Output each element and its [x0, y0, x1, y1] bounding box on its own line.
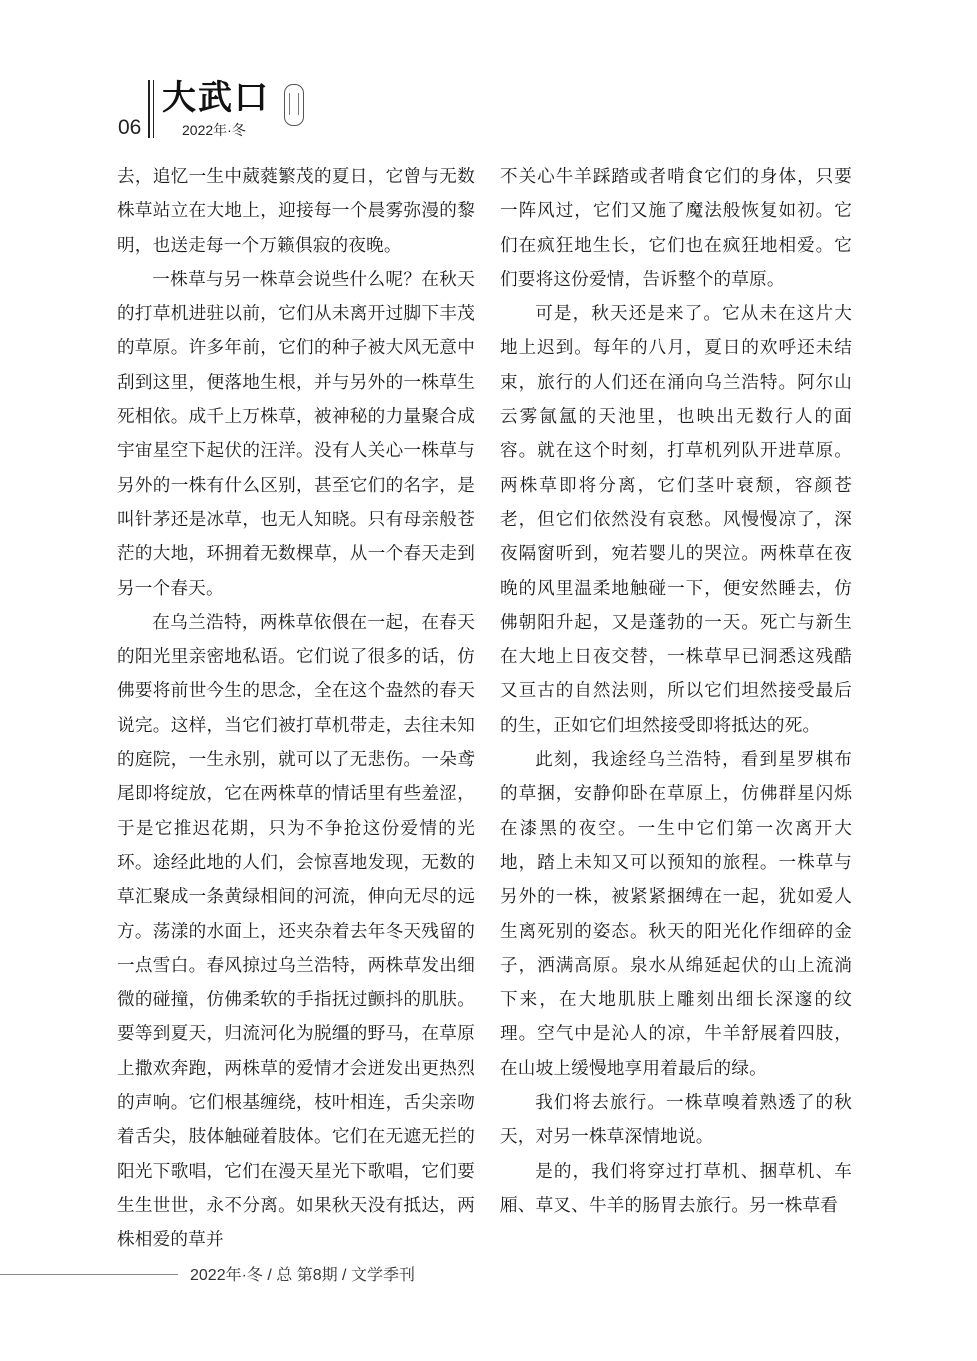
seal-icon: [284, 84, 304, 126]
paragraph: 不关心牛羊踩踏或者啃食它们的身体，只要一阵风过，它们又施了魔法般恢复如初。它们在疯狂地生长，它们也在疯狂地相爱。它们要将这份爱情，告诉整个的草原。: [500, 167, 852, 290]
paragraph: 此刻，我途经乌兰浩特，看到星罗棋布的草捆，安静仰卧在草原上，仿佛群星闪烁在漆黑的夜空。一生中它们第一次离开大地，踏上未知又可以预知的旅程。一株草与另外的一株，被紧紧捆缚在一起，犹如爱人生离死别的姿态。秋天的阳光化作细碎的金子，洒满高原。泉水从绵延起伏的山上流淌下来，在大地肌肤上雕刻出细长深邃的纹理。空气中是沁人的凉，牛羊舒展着四肢，在山坡上缓慢地享用着最后的绿。: [500, 750, 852, 1079]
paragraph: 去，追忆一生中葳蕤繁茂的夏日，它曾与无数株草站立在大地上，迎接每一个晨雾弥漫的黎明，也送走每一个万籁俱寂的夜晚。: [117, 167, 475, 256]
issue-label: 2022年·冬: [182, 122, 246, 138]
footer-rule: [0, 1274, 178, 1275]
page-number: 06: [118, 116, 142, 139]
paragraph: 一株草与另一株草会说些什么呢？在秋天的打草机进驻以前，它们从未离开过脚下丰茂的草原。许多年前，它们的种子被大风无意中刮到这里，便落地生根，并与另外的一株草生死相依。成千上万株草，被神秘的力量聚合成宇宙星空下起伏的汪洋。没有人关心一株草与另外的一株有什么区别，甚至它们的名字，是叫针茅还是冰草，也无人知晓。只有母亲般苍茫的大地，环拥着无数棵草，从一个春天走到另一个春天。: [117, 269, 475, 599]
paragraph: 可是，秋天还是来了。它从未在这片大地上迟到。每年的八月，夏日的欢呼还未结束，旅行的人们还在涌向乌兰浩特。阿尔山云雾氤氲的天池里，也映出无数行人的面容。就在这个时刻，打草机列队开进草原。两株草即将分离，它们茎叶衰颓，容颜苍老，但它们依然没有哀愁。风慢慢凉了，深夜隔窗听到，宛若婴儿的哭泣。两株草在夜晚的风里温柔地触碰一下，便安然睡去，仿佛朝阳升起，又是蓬勃的一天。死亡与新生在大地上日夜交替，一株草早已洞悉这残酷又亘古的自然法则，所以它们坦然接受最后的生，正如它们坦然接受即将抵达的死。: [500, 304, 852, 736]
header-divider: [148, 80, 154, 138]
footer-issue-info: 2022年·冬 / 总 第8期 / 文学季刊: [190, 1267, 415, 1284]
paragraph: 是的，我们将穿过打草机、捆草机、车厢、草叉、牛羊的肠胃去旅行。另一株草看: [500, 1161, 852, 1216]
paragraph: 我们将去旅行。一株草嗅着熟透了的秋天，对另一株草深情地说。: [500, 1093, 852, 1148]
paragraph: 在乌兰浩特，两株草依偎在一起，在春天的阳光里亲密地私语。它们说了很多的话，仿佛要将前世今生的思念，全在这个盎然的春天说完。这样，当它们被打草机带走，去往未知的庭院，一生永别，就可以了无悲伤。一朵鸢尾即将绽放，它在两株草的情话里有些羞涩，于是它推迟花期，只为不争抢这份爱情的光环。途经此地的人们，会惊喜地发现，无数的草汇聚成一条黄绿相间的河流，伸向无尽的远方。荡漾的水面上，还夹杂着去年冬天残留的一点雪白。春风掠过乌兰浩特，两株草发出细微的碰撞，仿佛柔软的手指抚过颤抖的肌肤。要等到夏天，归流河化为脱缰的野马，在草原上撒欢奔跑，两株草的爱情才会迸发出更热烈的声响。它们根基缠绕，枝叶相连，舌尖亲吻着舌尖，肢体触碰着肢体。它们在无遮无拦的阳光下歌唱，它们在漫天星光下歌唱，它们要生生世世，永不分离。如果秋天没有抵达，两株相爱的草并: [117, 612, 475, 1251]
left-column: [117, 160, 475, 1258]
page-header: [118, 74, 338, 140]
magazine-title: 大武口: [162, 78, 270, 118]
right-column: [500, 160, 852, 1223]
